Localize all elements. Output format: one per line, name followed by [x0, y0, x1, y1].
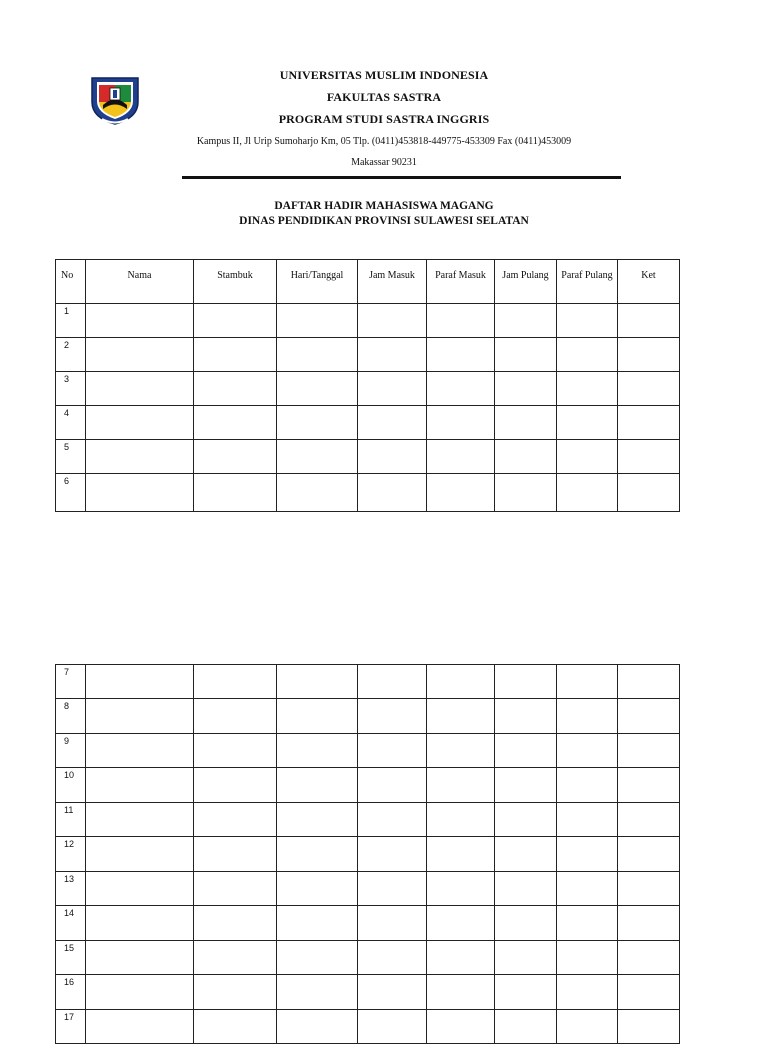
empty-cell — [427, 338, 495, 372]
row-number: 7 — [56, 665, 86, 699]
table-row — [56, 699, 680, 734]
empty-cell — [194, 1010, 277, 1044]
empty-cell — [427, 699, 495, 734]
empty-cell — [277, 304, 358, 338]
empty-cell — [618, 699, 680, 734]
empty-cell — [86, 699, 194, 734]
empty-cell — [495, 837, 557, 872]
empty-cell — [86, 975, 194, 1010]
table-row — [56, 734, 680, 768]
empty-cell — [427, 975, 495, 1010]
row-number: 5 — [56, 440, 86, 474]
empty-cell — [427, 304, 495, 338]
empty-cell — [277, 734, 358, 768]
row-number: 9 — [56, 734, 86, 768]
row-number: 6 — [56, 474, 86, 512]
empty-cell — [557, 734, 618, 768]
table-row — [56, 803, 680, 837]
empty-cell — [427, 440, 495, 474]
empty-cell — [86, 768, 194, 803]
empty-cell — [358, 906, 427, 941]
empty-cell — [557, 699, 618, 734]
empty-cell — [86, 941, 194, 975]
empty-cell — [194, 975, 277, 1010]
empty-cell — [495, 304, 557, 338]
column-header-ket: Ket — [618, 260, 680, 304]
empty-cell — [277, 941, 358, 975]
table-row — [56, 837, 680, 872]
table-row — [56, 372, 680, 406]
empty-cell — [358, 1010, 427, 1044]
empty-cell — [557, 975, 618, 1010]
empty-cell — [618, 474, 680, 512]
document-title-line1: DAFTAR HADIR MAHASISWA MAGANG — [274, 200, 494, 212]
empty-cell — [358, 440, 427, 474]
table-row — [56, 1010, 680, 1044]
empty-cell — [618, 906, 680, 941]
empty-cell — [277, 474, 358, 512]
empty-cell — [618, 440, 680, 474]
empty-cell — [557, 1010, 618, 1044]
row-number: 2 — [56, 338, 86, 372]
empty-cell — [86, 304, 194, 338]
empty-cell — [194, 665, 277, 699]
empty-cell — [86, 474, 194, 512]
empty-cell — [277, 975, 358, 1010]
table-row — [56, 906, 680, 941]
column-header-stambuk: Stambuk — [194, 260, 277, 304]
empty-cell — [86, 665, 194, 699]
empty-cell — [427, 474, 495, 512]
empty-cell — [194, 474, 277, 512]
empty-cell — [194, 734, 277, 768]
empty-cell — [86, 406, 194, 440]
table-row — [56, 304, 680, 338]
empty-cell — [495, 734, 557, 768]
empty-cell — [557, 304, 618, 338]
empty-cell — [358, 665, 427, 699]
empty-cell — [495, 872, 557, 906]
empty-cell — [557, 440, 618, 474]
empty-cell — [277, 768, 358, 803]
empty-cell — [427, 406, 495, 440]
table-row — [56, 338, 680, 372]
city-line: Makassar 90231 — [351, 157, 417, 168]
empty-cell — [427, 372, 495, 406]
address-line: Kampus II, Jl Urip Sumoharjo Km, 05 Tlp. (0411)453818-449775-453309 Fax (0411)453009 — [196, 136, 572, 147]
empty-cell — [495, 768, 557, 803]
empty-cell — [495, 372, 557, 406]
empty-cell — [194, 304, 277, 338]
empty-cell — [277, 338, 358, 372]
empty-cell — [557, 768, 618, 803]
empty-cell — [557, 372, 618, 406]
empty-cell — [618, 734, 680, 768]
empty-cell — [194, 768, 277, 803]
empty-cell — [495, 699, 557, 734]
empty-cell — [427, 941, 495, 975]
empty-cell — [194, 872, 277, 906]
empty-cell — [495, 338, 557, 372]
column-header-hari-tanggal: Hari/Tanggal — [277, 260, 358, 304]
empty-cell — [618, 304, 680, 338]
attendance-table-part1 — [55, 259, 680, 512]
row-number: 17 — [56, 1010, 86, 1044]
empty-cell — [86, 1010, 194, 1044]
empty-cell — [495, 1010, 557, 1044]
empty-cell — [358, 975, 427, 1010]
empty-cell — [557, 941, 618, 975]
empty-cell — [557, 406, 618, 440]
empty-cell — [557, 665, 618, 699]
empty-cell — [277, 906, 358, 941]
row-number: 14 — [56, 906, 86, 941]
table-row — [56, 406, 680, 440]
table-row — [56, 665, 680, 699]
row-number: 1 — [56, 304, 86, 338]
empty-cell — [194, 372, 277, 406]
table-row — [56, 975, 680, 1010]
empty-cell — [194, 941, 277, 975]
empty-cell — [277, 872, 358, 906]
empty-cell — [277, 699, 358, 734]
empty-cell — [358, 872, 427, 906]
empty-cell — [358, 372, 427, 406]
empty-cell — [358, 338, 427, 372]
empty-cell — [618, 872, 680, 906]
empty-cell — [277, 440, 358, 474]
row-number: 12 — [56, 837, 86, 872]
column-header-no: No — [56, 260, 86, 304]
table-row — [56, 941, 680, 975]
column-header-jam-masuk: Jam Masuk — [358, 260, 427, 304]
empty-cell — [427, 1010, 495, 1044]
row-number: 3 — [56, 372, 86, 406]
empty-cell — [557, 803, 618, 837]
empty-cell — [86, 803, 194, 837]
empty-cell — [86, 372, 194, 406]
empty-cell — [358, 699, 427, 734]
program-name: PROGRAM STUDI SASTRA INGGRIS — [278, 112, 490, 126]
empty-cell — [618, 372, 680, 406]
column-header-nama: Nama — [86, 260, 194, 304]
empty-cell — [618, 406, 680, 440]
empty-cell — [618, 941, 680, 975]
empty-cell — [618, 665, 680, 699]
university-crest-logo — [88, 72, 142, 126]
empty-cell — [358, 803, 427, 837]
empty-cell — [427, 872, 495, 906]
empty-cell — [557, 338, 618, 372]
table-row — [56, 440, 680, 474]
empty-cell — [495, 474, 557, 512]
empty-cell — [427, 734, 495, 768]
empty-cell — [358, 734, 427, 768]
empty-cell — [618, 837, 680, 872]
empty-cell — [618, 1010, 680, 1044]
empty-cell — [618, 975, 680, 1010]
column-header-paraf-masuk: Paraf Masuk — [427, 260, 495, 304]
empty-cell — [277, 665, 358, 699]
attendance-table-part2 — [55, 664, 680, 1044]
empty-cell — [358, 768, 427, 803]
row-number: 16 — [56, 975, 86, 1010]
empty-cell — [557, 872, 618, 906]
empty-cell — [557, 474, 618, 512]
empty-cell — [277, 803, 358, 837]
empty-cell — [194, 837, 277, 872]
university-name: UNIVERSITAS MUSLIM INDONESIA — [279, 68, 489, 82]
empty-cell — [194, 406, 277, 440]
empty-cell — [86, 338, 194, 372]
header-divider — [182, 176, 621, 179]
empty-cell — [86, 872, 194, 906]
empty-cell — [277, 372, 358, 406]
empty-cell — [277, 1010, 358, 1044]
row-number: 10 — [56, 768, 86, 803]
empty-cell — [194, 338, 277, 372]
empty-cell — [358, 474, 427, 512]
row-number: 4 — [56, 406, 86, 440]
empty-cell — [358, 406, 427, 440]
faculty-name: FAKULTAS SASTRA — [326, 90, 442, 104]
document-title-line2: DINAS PENDIDIKAN PROVINSI SULAWESI SELATAN — [239, 215, 529, 227]
empty-cell — [427, 803, 495, 837]
empty-cell — [495, 906, 557, 941]
empty-cell — [495, 941, 557, 975]
column-header-jam-pulang: Jam Pulang — [495, 260, 557, 304]
column-header-paraf-pulang: Paraf Pulang — [557, 260, 618, 304]
empty-cell — [358, 941, 427, 975]
empty-cell — [86, 906, 194, 941]
empty-cell — [427, 665, 495, 699]
empty-cell — [557, 906, 618, 941]
empty-cell — [427, 837, 495, 872]
empty-cell — [86, 837, 194, 872]
empty-cell — [86, 440, 194, 474]
empty-cell — [495, 440, 557, 474]
table-row — [56, 872, 680, 906]
table-row — [56, 474, 680, 512]
empty-cell — [495, 665, 557, 699]
empty-cell — [618, 338, 680, 372]
empty-cell — [194, 906, 277, 941]
empty-cell — [194, 699, 277, 734]
empty-cell — [495, 406, 557, 440]
empty-cell — [358, 837, 427, 872]
empty-cell — [618, 768, 680, 803]
empty-cell — [194, 440, 277, 474]
empty-cell — [427, 906, 495, 941]
row-number: 15 — [56, 941, 86, 975]
row-number: 11 — [56, 803, 86, 837]
empty-cell — [277, 837, 358, 872]
row-number: 8 — [56, 699, 86, 734]
empty-cell — [495, 975, 557, 1010]
table-row — [56, 768, 680, 803]
empty-cell — [557, 837, 618, 872]
empty-cell — [194, 803, 277, 837]
empty-cell — [358, 304, 427, 338]
empty-cell — [86, 734, 194, 768]
empty-cell — [495, 803, 557, 837]
empty-cell — [618, 803, 680, 837]
empty-cell — [277, 406, 358, 440]
table-header-row — [56, 260, 680, 304]
empty-cell — [427, 768, 495, 803]
row-number: 13 — [56, 872, 86, 906]
